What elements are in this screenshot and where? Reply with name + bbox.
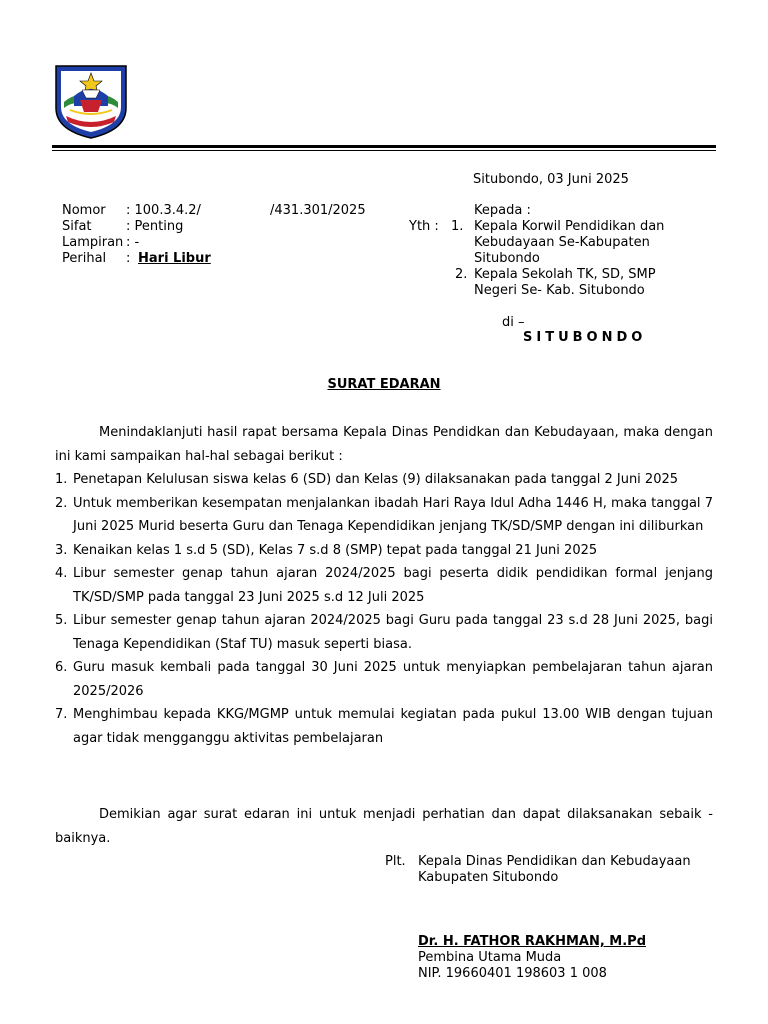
lampiran-label: Lampiran: [62, 235, 124, 250]
list-item: [55, 609, 713, 656]
list-item-number: 6.: [55, 660, 68, 675]
list-item: [55, 656, 713, 703]
signatory-nip: NIP. 19660401 198603 1 008: [418, 966, 607, 981]
announcement-list: [55, 468, 713, 750]
yth-label: Yth :: [409, 219, 439, 234]
list-item-text: Guru masuk kembali pada tanggal 30 Juni 2025 untuk menyiapkan pembelajaran tahun ajaran 2025/2026: [73, 660, 713, 699]
signatory-rank: Pembina Utama Muda: [418, 950, 562, 965]
list-item-number: 3.: [55, 542, 68, 558]
perihal-value: Hari Libur: [138, 251, 211, 266]
nomor-value: : 100.3.4.2/: [126, 203, 201, 218]
recipient-1-line2: Kebudayaan Se-Kabupaten: [474, 235, 650, 250]
list-item: [55, 468, 713, 492]
closing-paragraph: [55, 803, 713, 850]
list-item-text: Menghimbau kepada KKG/MGMP untuk memulai kegiatan pada pukul 13.00 WIB dengan tujuan agar tidak mengganggu aktivitas pembelajaran: [73, 707, 713, 746]
nomor-label: Nomor: [62, 203, 106, 218]
list-item: [55, 539, 713, 563]
perihal-colon: :: [126, 251, 131, 266]
list-item-text: Libur semester genap tahun ajaran 2024/2025 bagi peserta didik pendidikan formal jenjang TK/SD/SMP pada tanggal 23 Juni 2025 s.d 12 Juli 2025: [73, 566, 713, 605]
signatory-position-line2: Kabupaten Situbondo: [418, 870, 559, 885]
plt-label: Plt.: [385, 854, 406, 869]
signatory-position-line1: Kepala Dinas Pendidikan dan Kebudayaan: [418, 854, 691, 869]
situbondo-emblem-logo: [52, 60, 130, 140]
list-item-text: Libur semester genap tahun ajaran 2024/2025 bagi Guru pada tanggal 23 s.d 28 Juni 2025, bagi Tenaga Kependidikan (Staf TU) masuk seperti biasa.: [73, 613, 713, 652]
recipient-2-line2: Negeri Se- Kab. Situbondo: [474, 283, 645, 298]
list-item: [55, 703, 713, 750]
kepada-label: Kepada :: [474, 203, 531, 218]
perihal-label: Perihal: [62, 251, 107, 266]
list-item-number: 1.: [55, 472, 68, 487]
destination-city: SITUBONDO: [523, 330, 647, 345]
list-item-number: 4.: [55, 566, 68, 581]
signatory-name: Dr. H. FATHOR RAKHMAN, M.Pd: [418, 934, 647, 949]
list-item-text: Penetapan Kelulusan siswa kelas 6 (SD) dan Kelas (9) dilaksanakan pada tanggal 2 Juni 2025: [73, 472, 679, 487]
recipient-1-line1: Kepala Korwil Pendidikan dan: [474, 219, 665, 234]
di-label: di –: [502, 315, 525, 330]
sifat-value: : Penting: [126, 219, 184, 234]
recipient-2-num: 2.: [455, 267, 468, 282]
list-item-text: Kenaikan kelas 1 s.d 5 (SD), Kelas 7 s.d 8 (SMP) tepat pada tanggal 21 Juni 2025: [73, 542, 598, 558]
list-item-number: 2.: [55, 495, 68, 511]
lampiran-value: : -: [126, 235, 140, 250]
list-item-number: 5.: [55, 613, 68, 628]
nomor-suffix: /431.301/2025: [270, 203, 366, 218]
letterhead-divider-thin: [52, 150, 716, 151]
letterhead-divider-thick: [52, 145, 716, 148]
place-date: Situbondo, 03 Juni 2025: [473, 172, 629, 187]
list-item: [55, 562, 713, 609]
list-item: [55, 492, 713, 539]
intro-text: Menindaklanjuti hasil rapat bersama Kepala Dinas Pendidkan dan Kebudayaan, maka dengan ini kami sampaikan hal-hal sebagai berikut :: [55, 425, 713, 464]
sifat-label: Sifat: [62, 219, 92, 234]
closing-text: Demikian agar surat edaran ini untuk menjadi perhatian dan dapat dilaksanakan sebaik - baiknya.: [55, 807, 713, 846]
document-title: SURAT EDARAN: [327, 377, 441, 392]
list-item-text: Untuk memberikan kesempatan menjalankan ibadah Hari Raya Idul Adha 1446 H, maka tanggal 7 Juni 2025 Murid beserta Guru dan Tenaga Kependidikan jenjang TK/SD/SMP dengan ini diliburkan: [73, 495, 713, 534]
list-item-number: 7.: [55, 707, 68, 722]
recipient-1-line3: Situbondo: [474, 251, 540, 266]
recipient-1-num: 1.: [451, 219, 464, 234]
recipient-2-line1: Kepala Sekolah TK, SD, SMP: [474, 267, 656, 282]
intro-paragraph: [55, 421, 713, 468]
